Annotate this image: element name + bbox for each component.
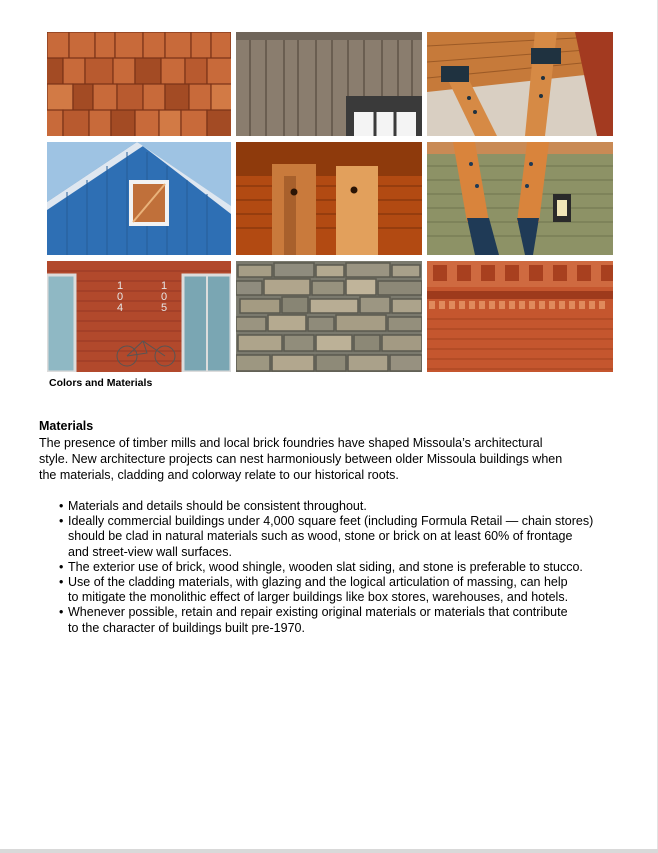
photo-brick-storefront <box>47 261 231 372</box>
bullet-dot: • <box>59 575 64 590</box>
photo-stacked-stone-wall <box>236 261 422 372</box>
intro-line: The presence of timber mills and local brick foundries have shaped Missoula’s architectural <box>39 436 543 450</box>
bullet-line: and street-view wall surfaces. <box>68 544 232 559</box>
intro-paragraph <box>39 435 599 483</box>
address-number-105: 105 <box>161 280 168 314</box>
photo-wood-beam-joinery <box>236 142 422 255</box>
photo-weathered-wood-siding <box>236 32 422 136</box>
bullet-item <box>59 605 629 635</box>
bullet-item <box>59 514 629 560</box>
bullet-line: Use of the cladding materials, with glazing and the logical articulation of massing, can help <box>68 575 568 590</box>
bullet-dot: • <box>59 559 64 574</box>
page-bottom-edge <box>0 849 658 853</box>
bullet-dot: • <box>59 605 64 620</box>
bullet-dot: • <box>59 514 64 529</box>
intro-line: style. New architecture projects can nest harmoniously between older Missoula buildings when <box>39 452 563 466</box>
bullet-line: The exterior use of brick, wood shingle, wooden slat siding, and stone is preferable to stucco. <box>68 559 583 574</box>
photo-historic-red-brick <box>427 261 613 372</box>
intro-line: the materials, cladding and colorway relate to our historical roots. <box>39 468 399 482</box>
bullet-item <box>59 499 629 514</box>
guidelines-bullet-list <box>59 499 629 636</box>
photo-timber-bracket-beams <box>427 32 613 136</box>
bullet-dot: • <box>59 499 64 513</box>
bullet-line: to mitigate the monolithic effect of larger buildings like box stores, warehouses, and hotels. <box>68 590 569 605</box>
bullet-line: to the character of buildings built pre-1970. <box>68 620 305 635</box>
photo-cedar-shingles <box>47 32 231 136</box>
materials-photo-grid <box>47 32 613 372</box>
section-heading: Materials <box>39 419 94 433</box>
figure-caption: Colors and Materials <box>49 377 153 389</box>
photo-blue-metal-siding-gable <box>47 142 231 255</box>
bullet-item <box>59 560 629 575</box>
bullet-item <box>59 575 629 605</box>
address-number-104: 104 <box>117 280 124 314</box>
bullet-line: Materials and details should be consistent throughout. <box>68 499 367 513</box>
bullet-line: should be clad in natural materials such as wood, stone or brick on at least 60% of frontage <box>68 529 573 544</box>
photo-timber-posts-green-siding <box>427 142 613 255</box>
bullet-line: Ideally commercial buildings under 4,000 square feet (including Formula Retail — chain stores) <box>68 514 594 529</box>
bullet-line: Whenever possible, retain and repair existing original materials or materials that contribute <box>68 605 568 620</box>
